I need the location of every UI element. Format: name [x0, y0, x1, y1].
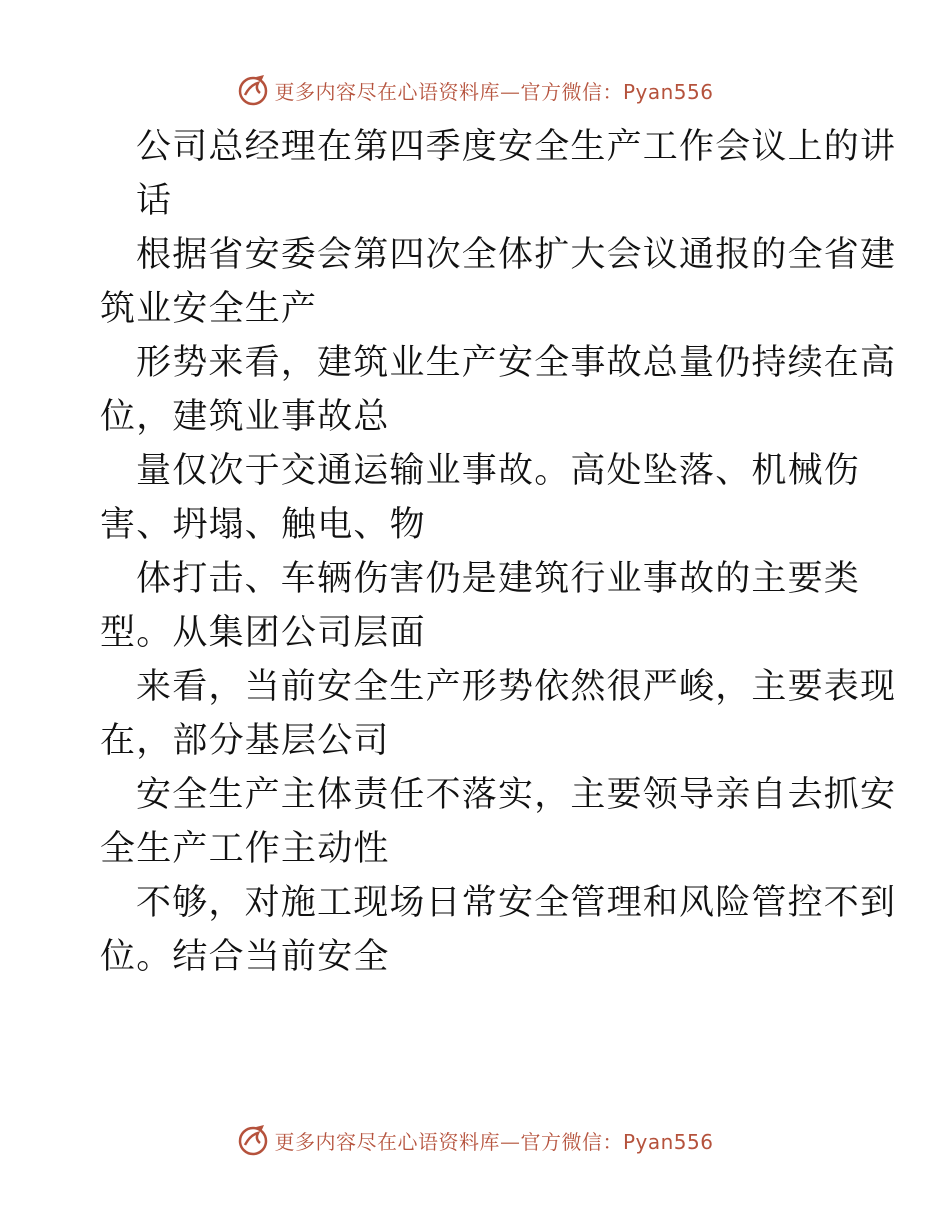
banner-wechat: 官方微信：Pyan556 [520, 79, 714, 104]
footer-banner [0, 1120, 950, 1160]
logo-icon [236, 1123, 270, 1157]
banner-dash: — [499, 1129, 521, 1154]
banner-dash: — [499, 79, 521, 104]
paragraph-line: 位。结合当前安全 [100, 937, 390, 977]
banner-wechat: 官方微信：Pyan556 [520, 1129, 714, 1154]
paragraph-line: 在，部分基层公司 [100, 721, 390, 761]
title-line-2: 话 [136, 181, 173, 221]
banner-title: 更多内容尽在心语资料库 [274, 79, 500, 104]
paragraph-line: 筑业安全生产 [100, 289, 318, 329]
paragraph-line: 害、坍塌、触电、物 [100, 505, 426, 545]
banner-text [274, 76, 713, 105]
paragraph-line: 量仅次于交通运输业事故。高处坠落、机械伤 [136, 451, 861, 491]
banner-title: 更多内容尽在心语资料库 [274, 1129, 500, 1154]
paragraph-line: 安全生产主体责任不落实，主要领导亲自去抓安 [136, 775, 897, 815]
banner-text [274, 1126, 713, 1155]
paragraph-line: 体打击、车辆伤害仍是建筑行业事故的主要类 [136, 559, 861, 599]
paragraph-line: 位，建筑业事故总 [100, 397, 390, 437]
paragraph-line: 形势来看，建筑业生产安全事故总量仍持续在高 [136, 343, 897, 383]
paragraph-line: 全生产工作主动性 [100, 829, 390, 869]
document-body [100, 120, 897, 984]
title-line-1: 公司总经理在第四季度安全生产工作会议上的讲 [136, 127, 897, 167]
header-banner [0, 70, 950, 110]
paragraph-line: 不够，对施工现场日常安全管理和风险管控不到 [136, 883, 897, 923]
paragraph-line: 来看，当前安全生产形势依然很严峻，主要表现 [136, 667, 897, 707]
paragraph-line: 根据省安委会第四次全体扩大会议通报的全省建 [136, 235, 897, 275]
logo-icon [236, 73, 270, 107]
paragraph-line: 型。从集团公司层面 [100, 613, 426, 653]
